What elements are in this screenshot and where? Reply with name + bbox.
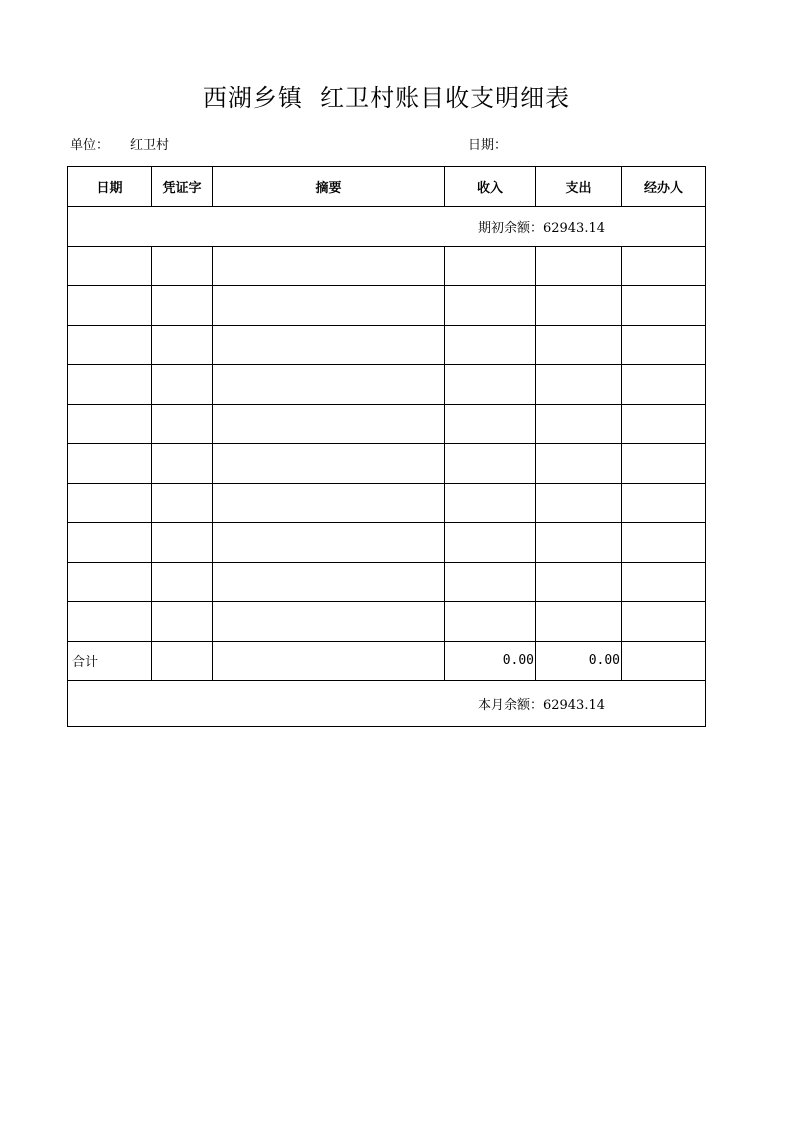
row-summary-cell [213, 523, 445, 563]
total-handler-cell [622, 641, 706, 681]
row-expense-cell [536, 246, 622, 286]
row-handler-cell [622, 404, 706, 444]
unit-label: 单位： [70, 138, 110, 153]
row-summary-cell [213, 444, 445, 484]
row-date-cell [68, 365, 152, 405]
row-summary-cell [213, 602, 445, 642]
row-handler-cell [622, 562, 706, 602]
row-expense-cell [536, 602, 622, 642]
row-date-cell [68, 325, 152, 365]
ending-balance-value: 62943.14 [542, 698, 605, 713]
ledger-table [67, 166, 706, 727]
header-date: 日期 [68, 167, 152, 207]
table-row [68, 404, 706, 444]
header-voucher: 凭证字 [152, 167, 213, 207]
page-title: 西湖乡镇 红卫村账目收支明细表 [202, 84, 571, 112]
header-row [68, 167, 706, 207]
row-expense-cell [536, 444, 622, 484]
row-income-cell [445, 523, 536, 563]
table-row [68, 523, 706, 563]
table-row [68, 365, 706, 405]
row-summary-cell [213, 286, 445, 326]
row-summary-cell [213, 562, 445, 602]
row-expense-cell [536, 562, 622, 602]
total-label: 合计 [68, 641, 152, 681]
total-income: 0.00 [445, 641, 536, 681]
row-handler-cell [622, 286, 706, 326]
row-date-cell [68, 562, 152, 602]
row-handler-cell [622, 325, 706, 365]
row-date-cell [68, 602, 152, 642]
table-row [68, 325, 706, 365]
table-row [68, 562, 706, 602]
total-voucher-cell [152, 641, 213, 681]
row-summary-cell [213, 365, 445, 405]
row-voucher-cell [152, 365, 213, 405]
opening-balance-value: 62943.14 [542, 220, 605, 236]
opening-balance-label: 期初余额： [477, 220, 543, 236]
row-expense-cell [536, 286, 622, 326]
row-voucher-cell [152, 325, 213, 365]
row-income-cell [445, 286, 536, 326]
row-date-cell [68, 523, 152, 563]
row-handler-cell [622, 444, 706, 484]
row-date-cell [68, 404, 152, 444]
row-handler-cell [622, 483, 706, 523]
row-date-cell [68, 286, 152, 326]
header-summary: 摘要 [213, 167, 445, 207]
header-handler: 经办人 [622, 167, 706, 207]
row-expense-cell [536, 325, 622, 365]
row-voucher-cell [152, 523, 213, 563]
row-voucher-cell [152, 602, 213, 642]
row-handler-cell [622, 246, 706, 286]
ending-balance-cell [68, 681, 706, 727]
row-voucher-cell [152, 444, 213, 484]
row-income-cell [445, 365, 536, 405]
row-voucher-cell [152, 404, 213, 444]
row-summary-cell [213, 483, 445, 523]
row-expense-cell [536, 404, 622, 444]
row-date-cell [68, 246, 152, 286]
opening-balance-cell [68, 207, 706, 247]
ending-balance-row [68, 681, 706, 727]
row-handler-cell [622, 365, 706, 405]
table-row [68, 483, 706, 523]
row-expense-cell [536, 483, 622, 523]
row-handler-cell [622, 602, 706, 642]
row-handler-cell [622, 523, 706, 563]
row-summary-cell [213, 246, 445, 286]
row-income-cell [445, 562, 536, 602]
row-voucher-cell [152, 286, 213, 326]
header-income: 收入 [445, 167, 536, 207]
row-income-cell [445, 246, 536, 286]
row-summary-cell [213, 404, 445, 444]
row-income-cell [445, 602, 536, 642]
date-label: 日期： [468, 138, 508, 153]
table-row [68, 602, 706, 642]
row-income-cell [445, 444, 536, 484]
total-summary-cell [213, 641, 445, 681]
row-expense-cell [536, 523, 622, 563]
row-income-cell [445, 483, 536, 523]
unit-value: 红卫村 [130, 138, 170, 153]
row-date-cell [68, 444, 152, 484]
opening-balance-row [68, 207, 706, 247]
header-expense: 支出 [536, 167, 622, 207]
row-voucher-cell [152, 483, 213, 523]
row-date-cell [68, 483, 152, 523]
row-income-cell [445, 404, 536, 444]
table-row [68, 444, 706, 484]
ending-balance-label: 本月余额： [477, 698, 543, 713]
total-expense: 0.00 [536, 641, 622, 681]
table-row [68, 286, 706, 326]
row-summary-cell [213, 325, 445, 365]
row-voucher-cell [152, 246, 213, 286]
row-voucher-cell [152, 562, 213, 602]
row-income-cell [445, 325, 536, 365]
table-row [68, 246, 706, 286]
row-expense-cell [536, 365, 622, 405]
total-row [68, 641, 706, 681]
